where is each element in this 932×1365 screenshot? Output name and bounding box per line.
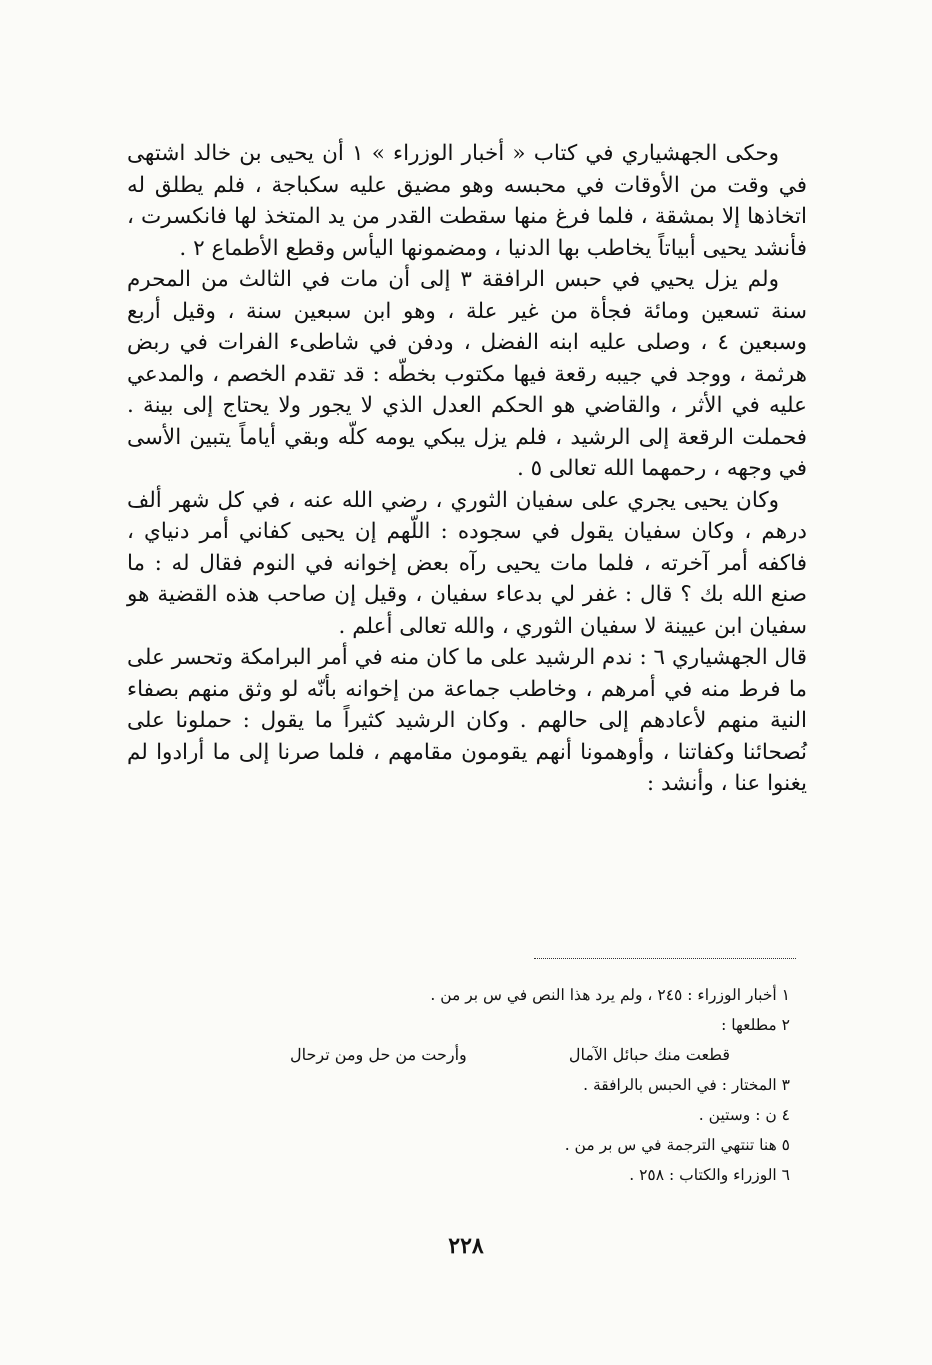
paragraph-2: ولم يزل يحيي في حبس الرافقة ٣ إلى أن مات في الثالث من المحرم سنة تسعين ومائة فجأة من غير علة ، وهو ابن سبعين سنة ، وقيل أربع وسبعين ٤ ، وصلى عليه ابنه الفضل ، ودفن في شاطىء الفرات في ربض هرثمة ، ووجد في جيبه رقعة فيها مكتوب بخطّه : قد تقدم الخصم ، والمدعي عليه في الأثر ، والقاضي هو الحكم العدل الذي لا يجور ولا يحتاج إلى بينة . فحملت الرقعة إلى الرشيد ، فلم يزل يبكي يومه كلّه وبقي أياماً يتبين الأسى في وجهه ، رحمهما الله تعالى ٥ . [127, 267, 807, 481]
page-number: ٢٢٨ [448, 1233, 484, 1259]
paragraph-3: وكان يحيى يجري على سفيان الثوري ، رضي الله عنه ، في كل شهر ألف درهم ، وكان سفيان يقول في سجوده : اللّهم إن يحيى كفاني أمر دنياي ، فاكفه أمر آخرته ، فلما مات يحيى رآه بعض إخوانه في النوم فقال له : ما صنع الله بك ؟ قال : غفر لي بدعاء سفيان ، وقيل إن صاحب هذه القضية هو سفيان ابن عيينة لا سفيان الثوري ، والله تعالى أعلم . [127, 487, 807, 639]
footnotes [160, 980, 790, 1190]
verse-second-hemistich: وأرحت من حل ومن ترحال [290, 1045, 467, 1064]
footnote-3: ٣ المختار : في الحبس بالرافقة . [583, 1076, 790, 1094]
footnote-verse [260, 1040, 790, 1070]
footnote-5: ٥ هنا تنتهي الترجمة في س بر من . [564, 1136, 790, 1154]
verse-first-hemistich: قطعت منك حبائل الآمال [568, 1045, 730, 1064]
footnote-6: ٦ الوزراء والكتاب : ٢٥٨ . [629, 1166, 790, 1184]
paragraph-4: قال الجهشياري ٦ : ندم الرشيد على ما كان منه في أمر البرامكة وتحسر على ما فرط منه في أمرهم ، وخاطب جماعة من إخوانه بأنّه لو وثق منهم بصفاء النية منهم لأعادهم إلى حالهم . وكان الرشيد كثيراً ما يقول : حملونا على نُصحائنا وكفاتنا ، وأوهمونا أنهم يقومون مقامهم ، فلما صرنا إلى ما أرادوا لم يغنوا عنا ، وأنشد : [127, 645, 807, 796]
footnote-4: ٤ ن : وستين . [698, 1106, 790, 1124]
footnote-1: ١ أخبار الوزراء : ٢٤٥ ، ولم يرد هذا النص في س بر من . [430, 986, 790, 1004]
paragraph-1: وحكى الجهشياري في كتاب « أخبار الوزراء » ١ أن يحيى بن خالد اشتهى في وقت من الأوقات في محبسه وهو مضيق عليه سكباجة ، فلم يطلق له اتخاذها إلا بمشقة ، فلما فرغ منها سقطت القدر من يد المتخذ لها فانكسرت ، فأنشد يحيى أبياتاً يخاطب بها الدنيا ، ومضمونها اليأس وقطع الأطماع ٢ . [127, 141, 807, 261]
footnote-2: ٢ مطلعها : [721, 1016, 790, 1034]
footnote-divider [534, 958, 796, 959]
main-text [127, 138, 807, 800]
